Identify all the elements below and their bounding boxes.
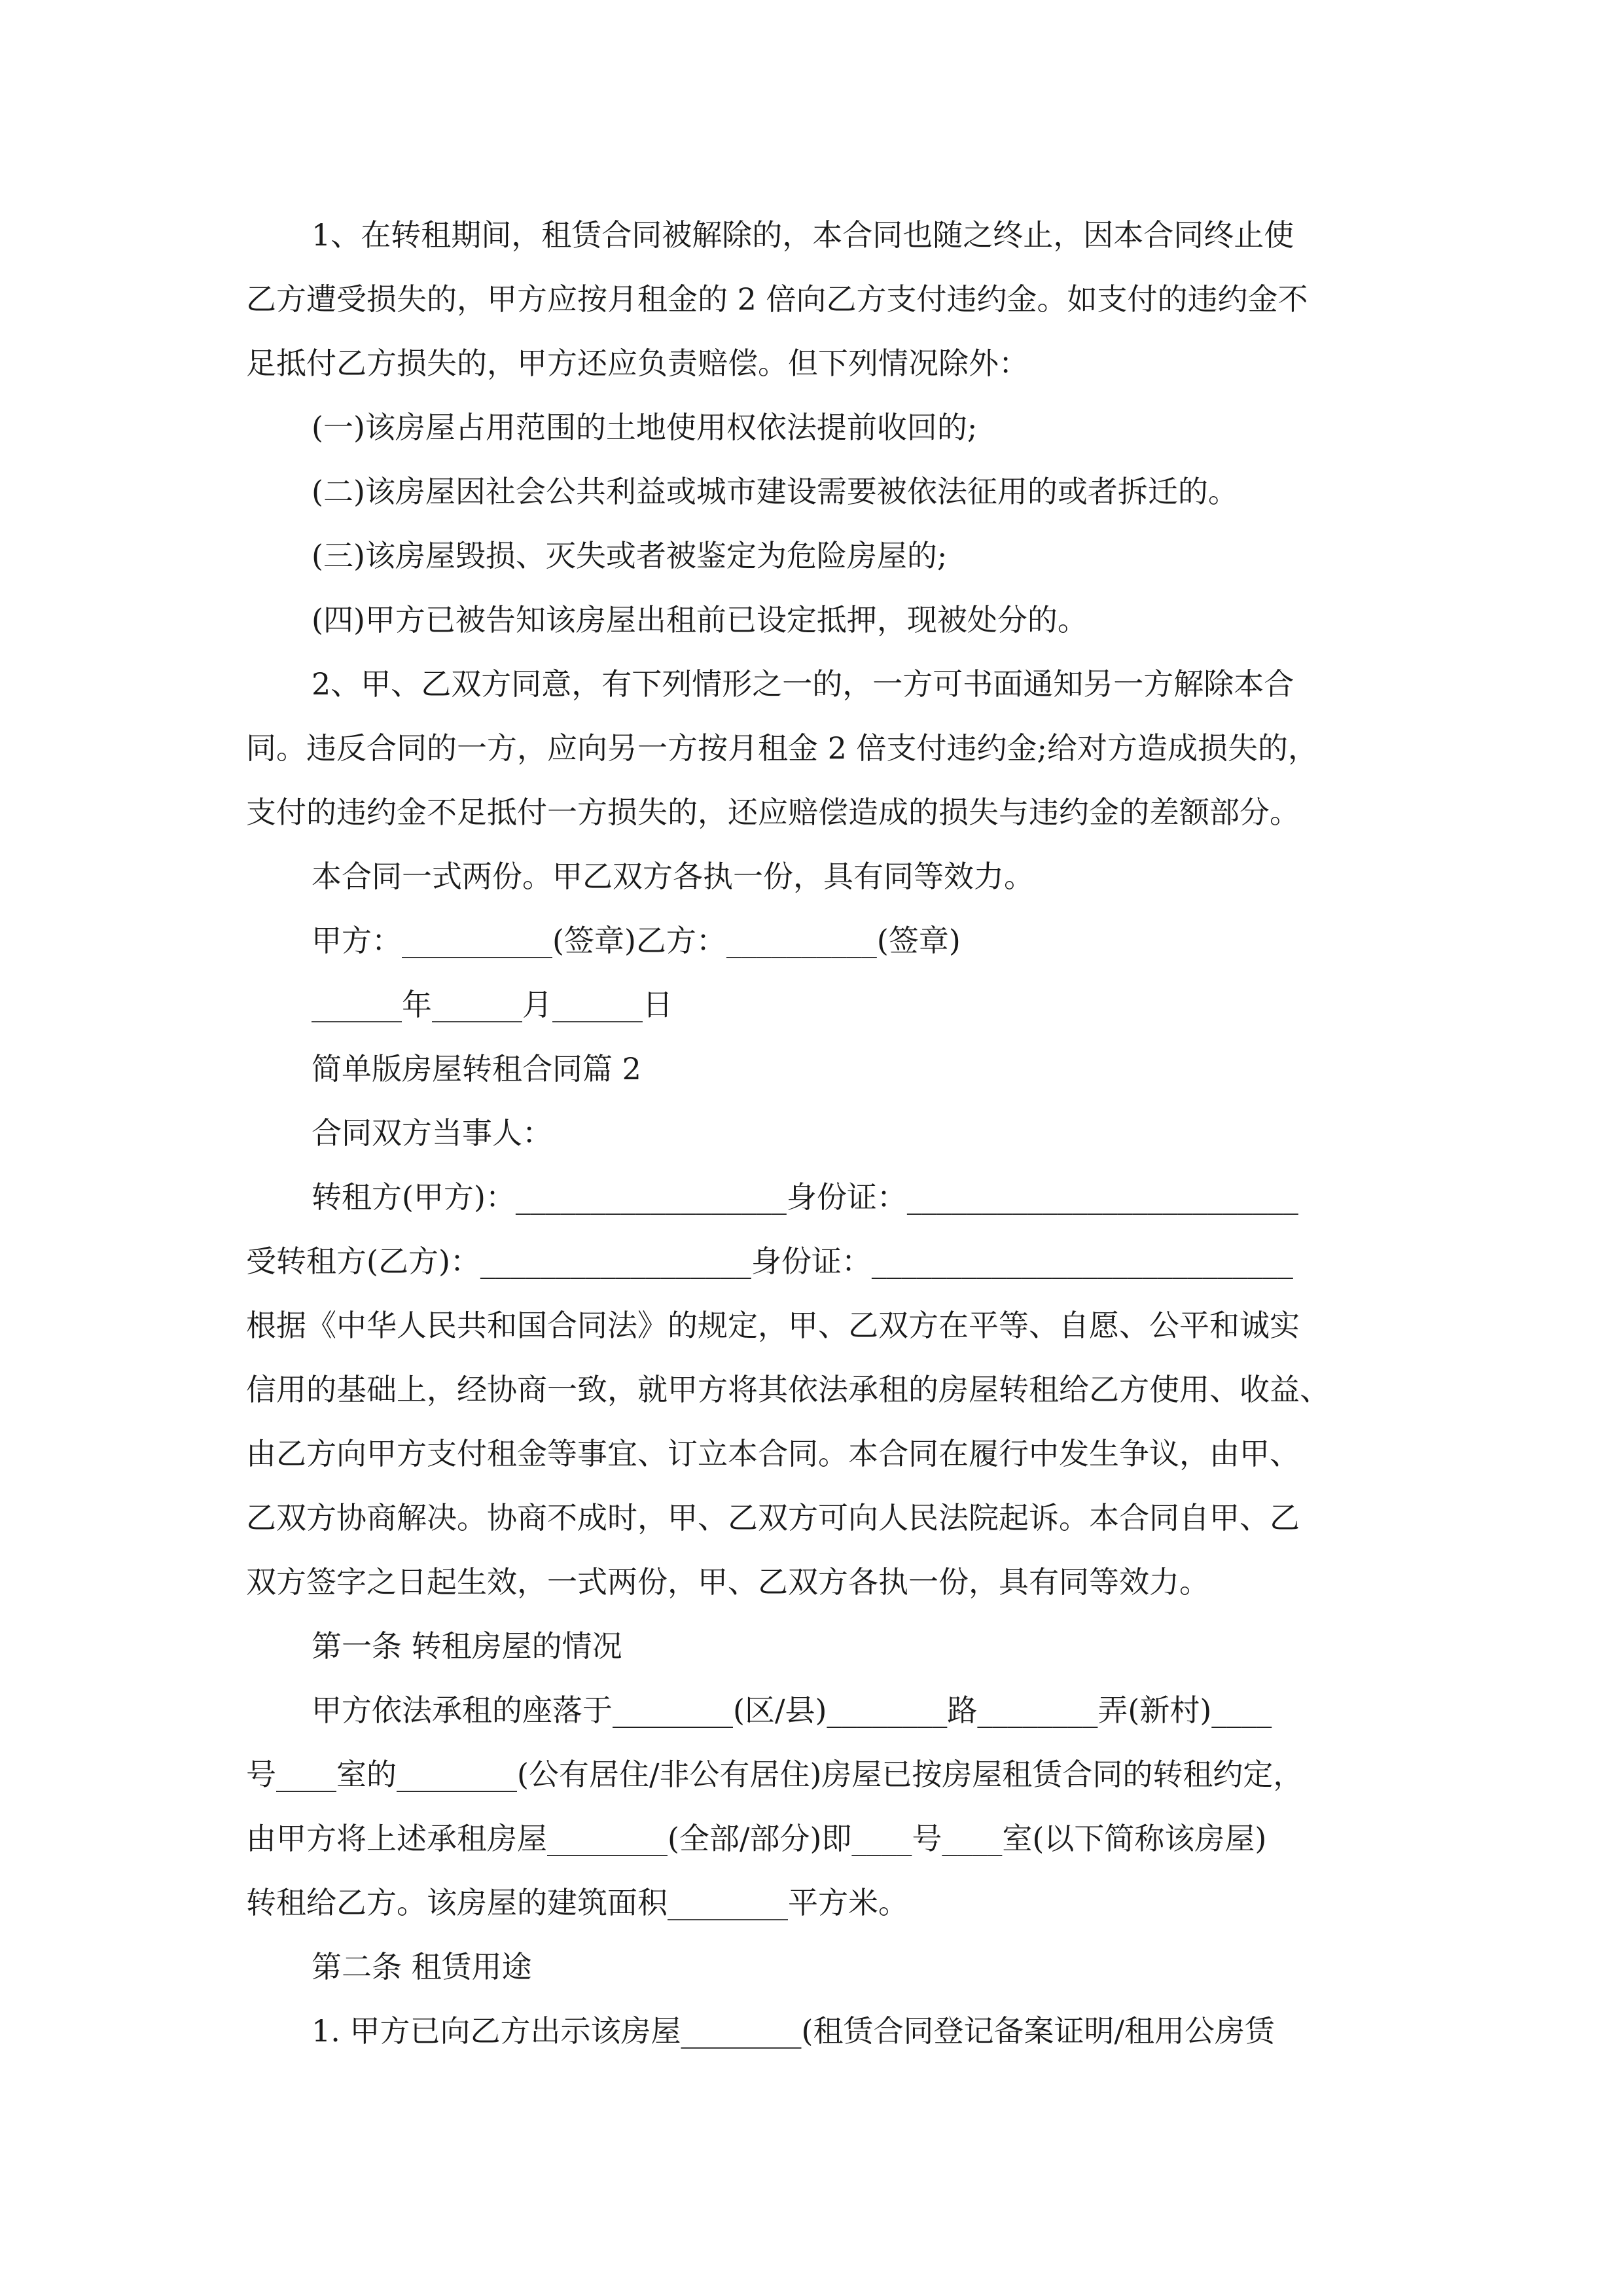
text-line: 号____室的________(公有居住/非公有居住)房屋已按房屋租赁合同的转租约定，	[246, 1757, 1304, 1792]
text-line: 信用的基础上，经协商一致，就甲方将其依法承租的房屋转租给乙方使用、收益、	[246, 1372, 1330, 1407]
text-line: 由甲方将上述承租房屋________(全部/部分)即____号____室(以下简称该房屋)	[246, 1821, 1267, 1856]
text-line: (二)该房屋因社会公共利益或城市建设需要被依法征用的或者拆迁的。	[312, 474, 1238, 509]
text-line: 本合同一式两份。甲乙双方各执一份，具有同等效力。	[312, 859, 1034, 894]
text-line: 1. 甲方已向乙方出示该房屋________(租赁合同登记备案证明/租用公房赁	[312, 2013, 1275, 2049]
text-line: 合同双方当事人：	[312, 1115, 552, 1151]
text-line: 双方签字之日起生效，一式两份，甲、乙双方各执一份，具有同等效力。	[246, 1564, 1209, 1600]
text-line: 2、甲、乙双方同意，有下列情形之一的，一方可书面通知另一方解除本合	[312, 666, 1294, 702]
text-line: (一)该房屋占用范围的土地使用权依法提前收回的;	[312, 410, 978, 445]
text-line: (三)该房屋毁损、灭失或者被鉴定为危险房屋的;	[312, 538, 948, 573]
text-line: 同。违反合同的一方，应向另一方按月租金 2 倍支付违约金;给对方造成损失的，	[246, 730, 1319, 766]
text-line: (四)甲方已被告知该房屋出租前已设定抵押，现被处分的。	[312, 602, 1088, 637]
signature-line: 甲方：__________(签章)乙方：__________(签章)	[312, 923, 961, 958]
text-line: 足抵付乙方损失的，甲方还应负责赔偿。但下列情况除外：	[246, 346, 1029, 381]
text-line: 乙方遭受损失的，甲方应按月租金的 2 倍向乙方支付违约金。如支付的违约金不	[246, 281, 1308, 317]
text-line: 支付的违约金不足抵付一方损失的，还应赔偿造成的损失与违约金的差额部分。	[246, 795, 1300, 830]
document-body	[246, 203, 1380, 2063]
text-line: 甲方依法承租的座落于________(区/县)________路________弄(新村)____	[312, 1693, 1272, 1728]
text-line: 根据《中华人民共和国合同法》的规定，甲、乙双方在平等、自愿、公平和诚实	[246, 1308, 1300, 1343]
section-heading: 简单版房屋转租合同篇 2	[312, 1051, 641, 1086]
date-line: ______年______月______日	[312, 987, 673, 1022]
text-line: 乙双方协商解决。协商不成时，甲、乙双方可向人民法院起诉。本合同自甲、乙	[246, 1500, 1300, 1535]
text-line: 1、在转租期间，租赁合同被解除的，本合同也随之终止，因本合同终止使	[312, 217, 1294, 253]
text-line: 转租给乙方。该房屋的建筑面积________平方米。	[246, 1885, 908, 1920]
text-line: 由乙方向甲方支付租金等事宜、订立本合同。本合同在履行中发生争议，由甲、	[246, 1436, 1300, 1471]
party-line: 受转租方(乙方)：__________________身份证：____________________________	[246, 1244, 1293, 1279]
article-heading: 第二条 租赁用途	[312, 1949, 532, 1984]
party-line: 转租方(甲方)：__________________身份证：__________________________	[312, 1179, 1298, 1215]
article-heading: 第一条 转租房屋的情况	[312, 1628, 622, 1664]
